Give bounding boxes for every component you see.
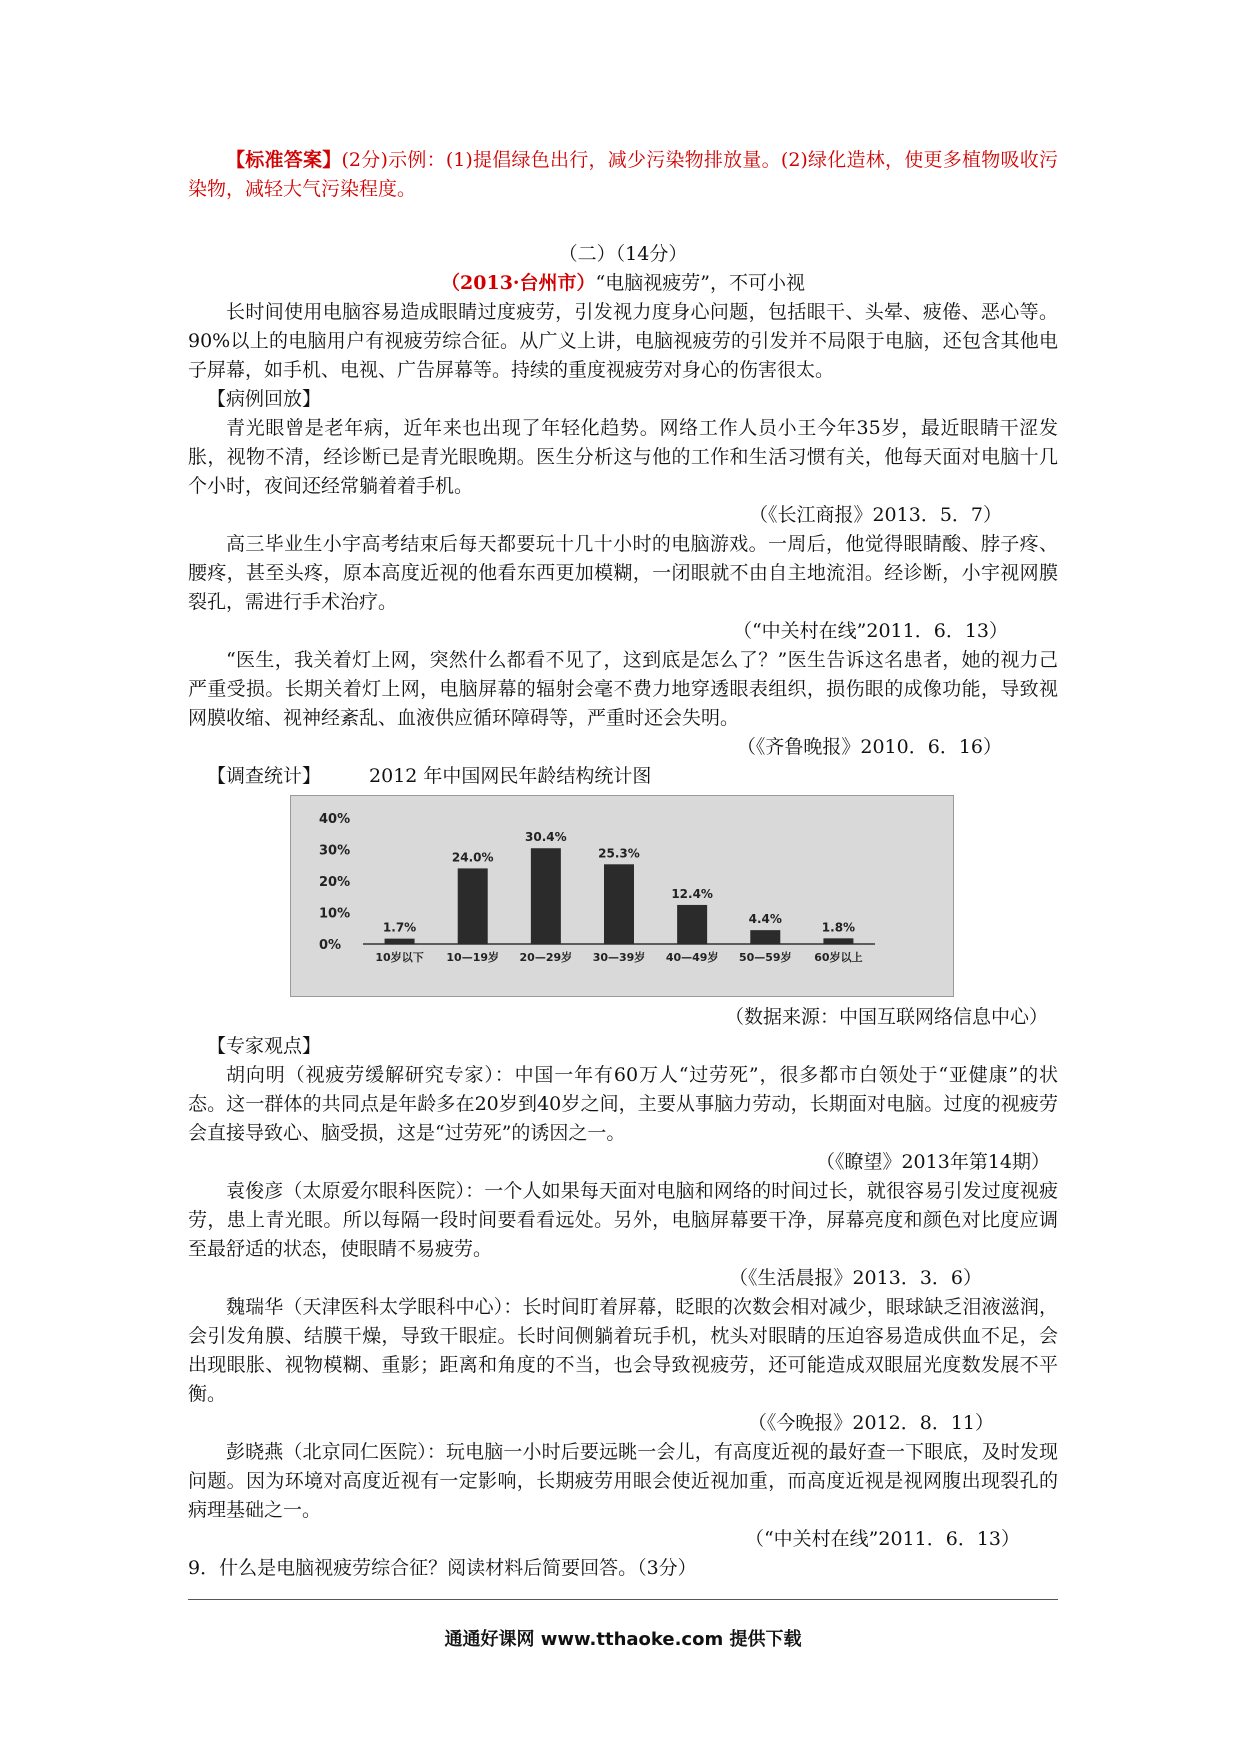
footer-text: 通通好课网 www.tthaoke.com 提供下载: [444, 1629, 802, 1650]
y-tick-label: 30%: [319, 843, 351, 859]
bar-5: [677, 905, 707, 944]
x-tick-label: 10岁以下: [375, 951, 424, 964]
chart-svg: [291, 796, 953, 996]
bar-3: [531, 848, 561, 944]
case-paragraph-2: 高三毕业生小宇高考结束后每天都要玩十几十小时的电脑游戏。一周后，他觉得眼睛酸、脖子疼、腰疼，甚至头疼，原本高度近视的他看东西更加模糊，一闭眼就不由自主地流泪。经诊断，小宇视网膜裂孔，需进行手术治疗。: [188, 533, 1058, 613]
expert-source-2: （《生活晨报》2013．3．6）: [728, 1267, 982, 1289]
bar-value-label: 24.0%: [451, 850, 494, 865]
cases-heading: 【病例回放】: [207, 388, 322, 410]
y-tick-label: 10%: [319, 906, 351, 922]
answer-label: 【标准答案】: [226, 149, 342, 171]
chart-title: 2012 年中国网民年龄结构统计图: [369, 765, 652, 787]
y-tick-label: 40%: [319, 812, 351, 827]
case-paragraph-3: “医生，我关着灯上网，突然什么都看不见了，这到底是怎么了？”医生告诉这名患者，她的视力己严重受损。长期关着灯上网，电脑屏幕的辐射会毫不费力地穿透眼表组织，损伤眼的成像功能，导致视网膜收缩、视神经紊乱、血液供应循环障碍等，严重时还会失明。: [188, 649, 1058, 729]
intro-paragraph: 长时间使用电脑容易造成眼睛过度疲劳，引发视力度身心问题，包括眼干、头晕、疲倦、恶心等。90%以上的电脑用户有视疲劳综合征。从广义上讲，电脑视疲劳的引发并不局限于电脑，还包含其他电子屏幕，如手机、电视、广告屏幕等。持续的重度视疲劳对身心的伤害很太。: [188, 301, 1058, 381]
x-tick-label: 40—49岁: [665, 951, 719, 964]
question-9: 9．什么是电脑视疲劳综合征？阅读材料后简要回答。（3分）: [188, 1557, 697, 1579]
expert-source-4: （“中关村在线”2011．6．13）: [744, 1528, 1020, 1550]
footer-divider: [188, 1599, 1058, 1600]
y-tick-label: 0%: [319, 938, 342, 953]
case-paragraph-1: 青光眼曾是老年病，近年来也出现了年轻化趋势。网络工作人员小王今年35岁，最近眼睛干涩发胀，视物不清，经诊断已是青光眼晚期。医生分析这与他的工作和生活习惯有关，他每天面对电脑十几个小时，夜间还经常躺着着手机。: [188, 417, 1058, 497]
bar-value-label: 30.4%: [525, 830, 567, 845]
survey-row: [188, 762, 1058, 791]
bar-value-label: 1.7%: [382, 920, 417, 935]
expert-paragraph-3: 魏瑞华（天津医科太学眼科中心）：长时间盯着屏幕，眨眼的次数会相对减少，眼球缺乏泪液滋润，会引发角膜、结膜干燥，导致干眼症。长时间侧躺着玩手机，枕头对眼睛的压迫容易造成供血不足，会出现眼胀、视物模糊、重影；距离和角度的不当，也会导致视疲劳，还可能造成双眼屈光度数发展不平衡。: [188, 1296, 1058, 1405]
bar-value-label: 4.4%: [748, 912, 782, 927]
x-tick-label: 10—19岁: [446, 951, 500, 964]
bar-value-label: 25.3%: [598, 846, 640, 861]
age-structure-chart: [290, 795, 954, 997]
bar-value-label: 1.8%: [821, 920, 856, 935]
bar-value-label: 12.4%: [671, 886, 713, 901]
section-number: （二）（14分）: [558, 243, 688, 265]
expert-paragraph-1: 胡向明（视疲劳缓解研究专家）：中国一年有60万人“过劳死”，很多都市白领处于“亚健康”的状态。这一群体的共同点是年龄多在20岁到40岁之间，主要从事脑力劳动，长期面对电脑。过度的视疲劳会直接导致心、脑受损，这是“过劳死”的诱因之一。: [188, 1064, 1058, 1144]
section-source-tag: （2013·台州市）: [441, 272, 596, 294]
bar-1: [385, 939, 415, 944]
chart-data-source: （数据来源：中国互联网络信息中心）: [724, 1006, 1048, 1028]
answer-text: (2分)示例：(1)提倡绿色出行，减少污染物排放量。(2)绿化造林，使更多植物吸收污染物，减轻大气污染程度。: [188, 149, 1058, 200]
bar-4: [604, 864, 634, 944]
case-source-2: （“中关村在线”2011．6．13）: [732, 620, 1008, 642]
expert-source-1: （《瞭望》2013年第14期）: [815, 1151, 1050, 1173]
case-source-3: （《齐鲁晚报》2010．6．16）: [736, 736, 1002, 758]
standard-answer: [188, 146, 1058, 204]
bar-7: [823, 938, 853, 944]
section-title-text: “电脑视疲劳”，不可小视: [595, 272, 805, 294]
document-body: [188, 146, 1058, 1583]
experts-heading: 【专家观点】: [207, 1035, 322, 1057]
y-tick-label: 20%: [319, 875, 351, 890]
x-tick-label: 30—39岁: [592, 951, 646, 964]
bar-6: [750, 930, 780, 944]
expert-paragraph-4: 彭晓燕（北京同仁医院）：玩电脑一小时后要远眺一会儿，有高度近视的最好查一下眼底，及时发现问题。因为环境对高度近视有一定影响，长期疲劳用眼会使近视加重，而高度近视是视网腹出现裂孔的病理基础之一。: [188, 1441, 1058, 1521]
bar-2: [458, 868, 488, 944]
expert-paragraph-2: 袁俊彦（太原爱尔眼科医院）：一个人如果每天面对电脑和网络的时间过长，就很容易引发过度视疲劳，患上青光眼。所以每隔一段时间要看看远处。另外，电脑屏幕要干净，屏幕亮度和颜色对比度应调至最舒适的状态，使眼睛不易疲劳。: [188, 1180, 1058, 1260]
survey-heading: 【调查统计】: [207, 765, 322, 787]
expert-source-3: （《今晚报》2012．8．11）: [747, 1412, 994, 1434]
section-title: [188, 269, 1058, 298]
x-tick-label: 50—59岁: [738, 951, 792, 964]
case-source-1: （《长江商报》2013．5．7）: [748, 504, 1002, 526]
x-tick-label: 60岁以上: [814, 951, 863, 964]
x-tick-label: 20—29岁: [519, 951, 573, 964]
